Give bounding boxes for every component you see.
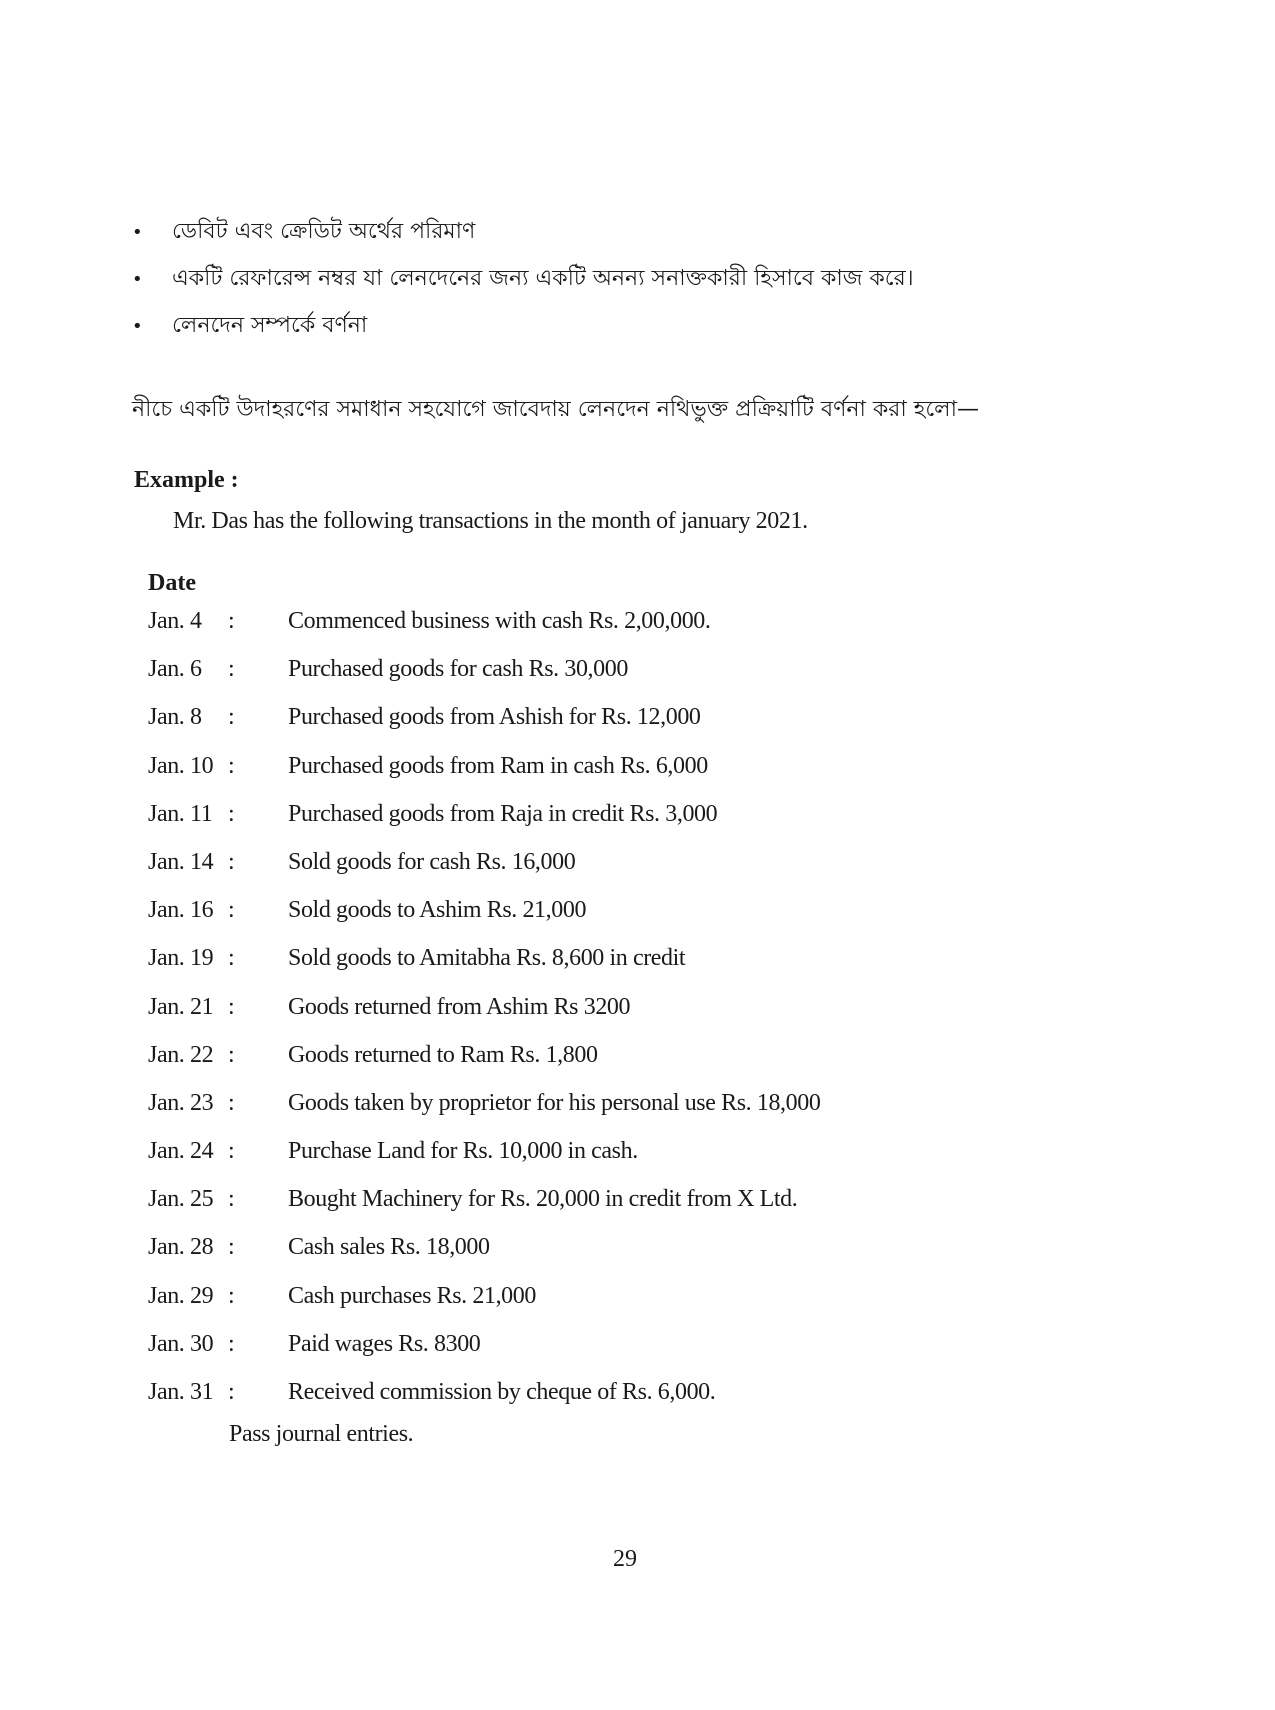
date-separator: :: [228, 897, 235, 924]
transaction-row: [148, 1186, 820, 1234]
transaction-row: [148, 1042, 820, 1090]
instruction-text: Pass journal entries.: [229, 1421, 414, 1447]
transaction-date: Jan. 4: [148, 608, 202, 634]
bullet-list: [132, 214, 1132, 355]
transaction-row: [148, 1138, 820, 1186]
transaction-row: [148, 945, 820, 993]
transaction-row: [148, 1331, 820, 1379]
transaction-date: Jan. 31: [148, 1379, 214, 1405]
transaction-description: Purchased goods from Raja in credit Rs. 3,000: [288, 800, 718, 827]
transaction-date: Jan. 6: [148, 656, 202, 683]
transaction-list: [148, 608, 820, 1427]
transaction-row: [148, 994, 820, 1042]
transaction-date: Jan. 30: [148, 1330, 214, 1357]
transaction-row: [148, 656, 820, 704]
transaction-date: Jan. 24: [148, 1138, 214, 1165]
transaction-description: Goods taken by proprietor for his personal use Rs. 18,000: [288, 1089, 821, 1116]
transaction-date: Jan. 23: [148, 1089, 214, 1116]
bullet-text: একটি রেফারেন্স নম্বর যা লেনদেনের জন্য একটি অনন্য সনাক্তকারী হিসাবে কাজ করে।: [172, 266, 914, 291]
transaction-date: Jan. 25: [148, 1186, 214, 1213]
transaction-description: Purchase Land for Rs. 10,000 in cash.: [288, 1138, 638, 1165]
transaction-description: Sold goods for cash Rs. 16,000: [288, 848, 576, 875]
bullet-dot: •: [132, 269, 143, 290]
transaction-date: Jan. 16: [148, 897, 214, 924]
transaction-description: Cash purchases Rs. 21,000: [288, 1282, 536, 1309]
transaction-description: Sold goods to Ashim Rs. 21,000: [288, 897, 587, 924]
bullet-text: লেনদেন সম্পর্কে বর্ণনা: [172, 313, 368, 338]
date-separator: :: [228, 1282, 235, 1309]
date-separator: :: [228, 1379, 235, 1405]
bullet-dot: •: [132, 222, 143, 243]
example-heading: Example :: [134, 467, 239, 493]
date-separator: :: [228, 608, 235, 634]
date-separator: :: [228, 752, 235, 779]
transaction-row: [148, 1379, 820, 1427]
transaction-date: Jan. 19: [148, 945, 214, 972]
transaction-date: Jan. 10: [148, 752, 214, 779]
transaction-row: [148, 801, 820, 849]
intro-paragraph-bengali: নীচে একটি উদাহরণের সমাধান সহযোগে জাবেদায় লেনদেন নথিভুক্ত প্রক্রিয়াটি বর্ণনা করা হলো—: [132, 397, 979, 422]
transaction-row: [148, 608, 820, 656]
transaction-description: Purchased goods from Ram in cash Rs. 6,000: [288, 752, 708, 779]
transaction-date: Jan. 29: [148, 1282, 214, 1309]
date-column-heading: Date: [148, 570, 196, 596]
transaction-row: [148, 753, 820, 801]
transaction-description: Bought Machinery for Rs. 20,000 in credit from X Ltd.: [288, 1186, 798, 1213]
date-separator: :: [228, 704, 235, 731]
transaction-date: Jan. 14: [148, 848, 214, 875]
date-separator: :: [228, 945, 235, 972]
transaction-row: [148, 1234, 820, 1282]
transaction-description: Commenced business with cash Rs. 2,00,000.: [288, 608, 711, 634]
transaction-date: Jan. 11: [148, 800, 213, 827]
date-separator: :: [228, 848, 235, 875]
transaction-row: [148, 849, 820, 897]
transaction-date: Jan. 8: [148, 704, 202, 731]
transaction-description: Cash sales Rs. 18,000: [288, 1234, 490, 1261]
date-separator: :: [228, 1041, 235, 1068]
transaction-description: Paid wages Rs. 8300: [288, 1330, 481, 1357]
transaction-description: Sold goods to Amitabha Rs. 8,600 in credit: [288, 945, 686, 972]
date-separator: :: [228, 800, 235, 827]
date-separator: :: [228, 1138, 235, 1165]
date-separator: :: [228, 1234, 235, 1261]
transaction-row: [148, 704, 820, 752]
date-separator: :: [228, 1089, 235, 1116]
date-separator: :: [228, 993, 235, 1020]
transaction-row: [148, 1090, 820, 1138]
transaction-description: Purchased goods from Ashish for Rs. 12,000: [288, 704, 701, 731]
bullet-text: ডেবিট এবং ক্রেডিট অর্থের পরিমাণ: [172, 219, 476, 244]
transaction-description: Received commission by cheque of Rs. 6,000.: [288, 1379, 716, 1405]
transaction-description: Purchased goods for cash Rs. 30,000: [288, 656, 628, 683]
bullet-dot: •: [132, 316, 143, 337]
bullet-item: [132, 214, 1132, 261]
transaction-row: [148, 1283, 820, 1331]
bullet-item: [132, 261, 1132, 308]
date-separator: :: [228, 1186, 235, 1213]
transaction-date: Jan. 21: [148, 993, 214, 1020]
transaction-description: Goods returned from Ashim Rs 3200: [288, 993, 631, 1020]
example-intro: Mr. Das has the following transactions in the month of january 2021.: [173, 508, 808, 534]
transaction-date: Jan. 22: [148, 1041, 214, 1068]
page-number: 29: [613, 1546, 637, 1572]
date-separator: :: [228, 656, 235, 683]
transaction-row: [148, 897, 820, 945]
transaction-description: Goods returned to Ram Rs. 1,800: [288, 1041, 598, 1068]
date-separator: :: [228, 1330, 235, 1357]
transaction-date: Jan. 28: [148, 1234, 214, 1261]
bullet-item: [132, 308, 1132, 355]
